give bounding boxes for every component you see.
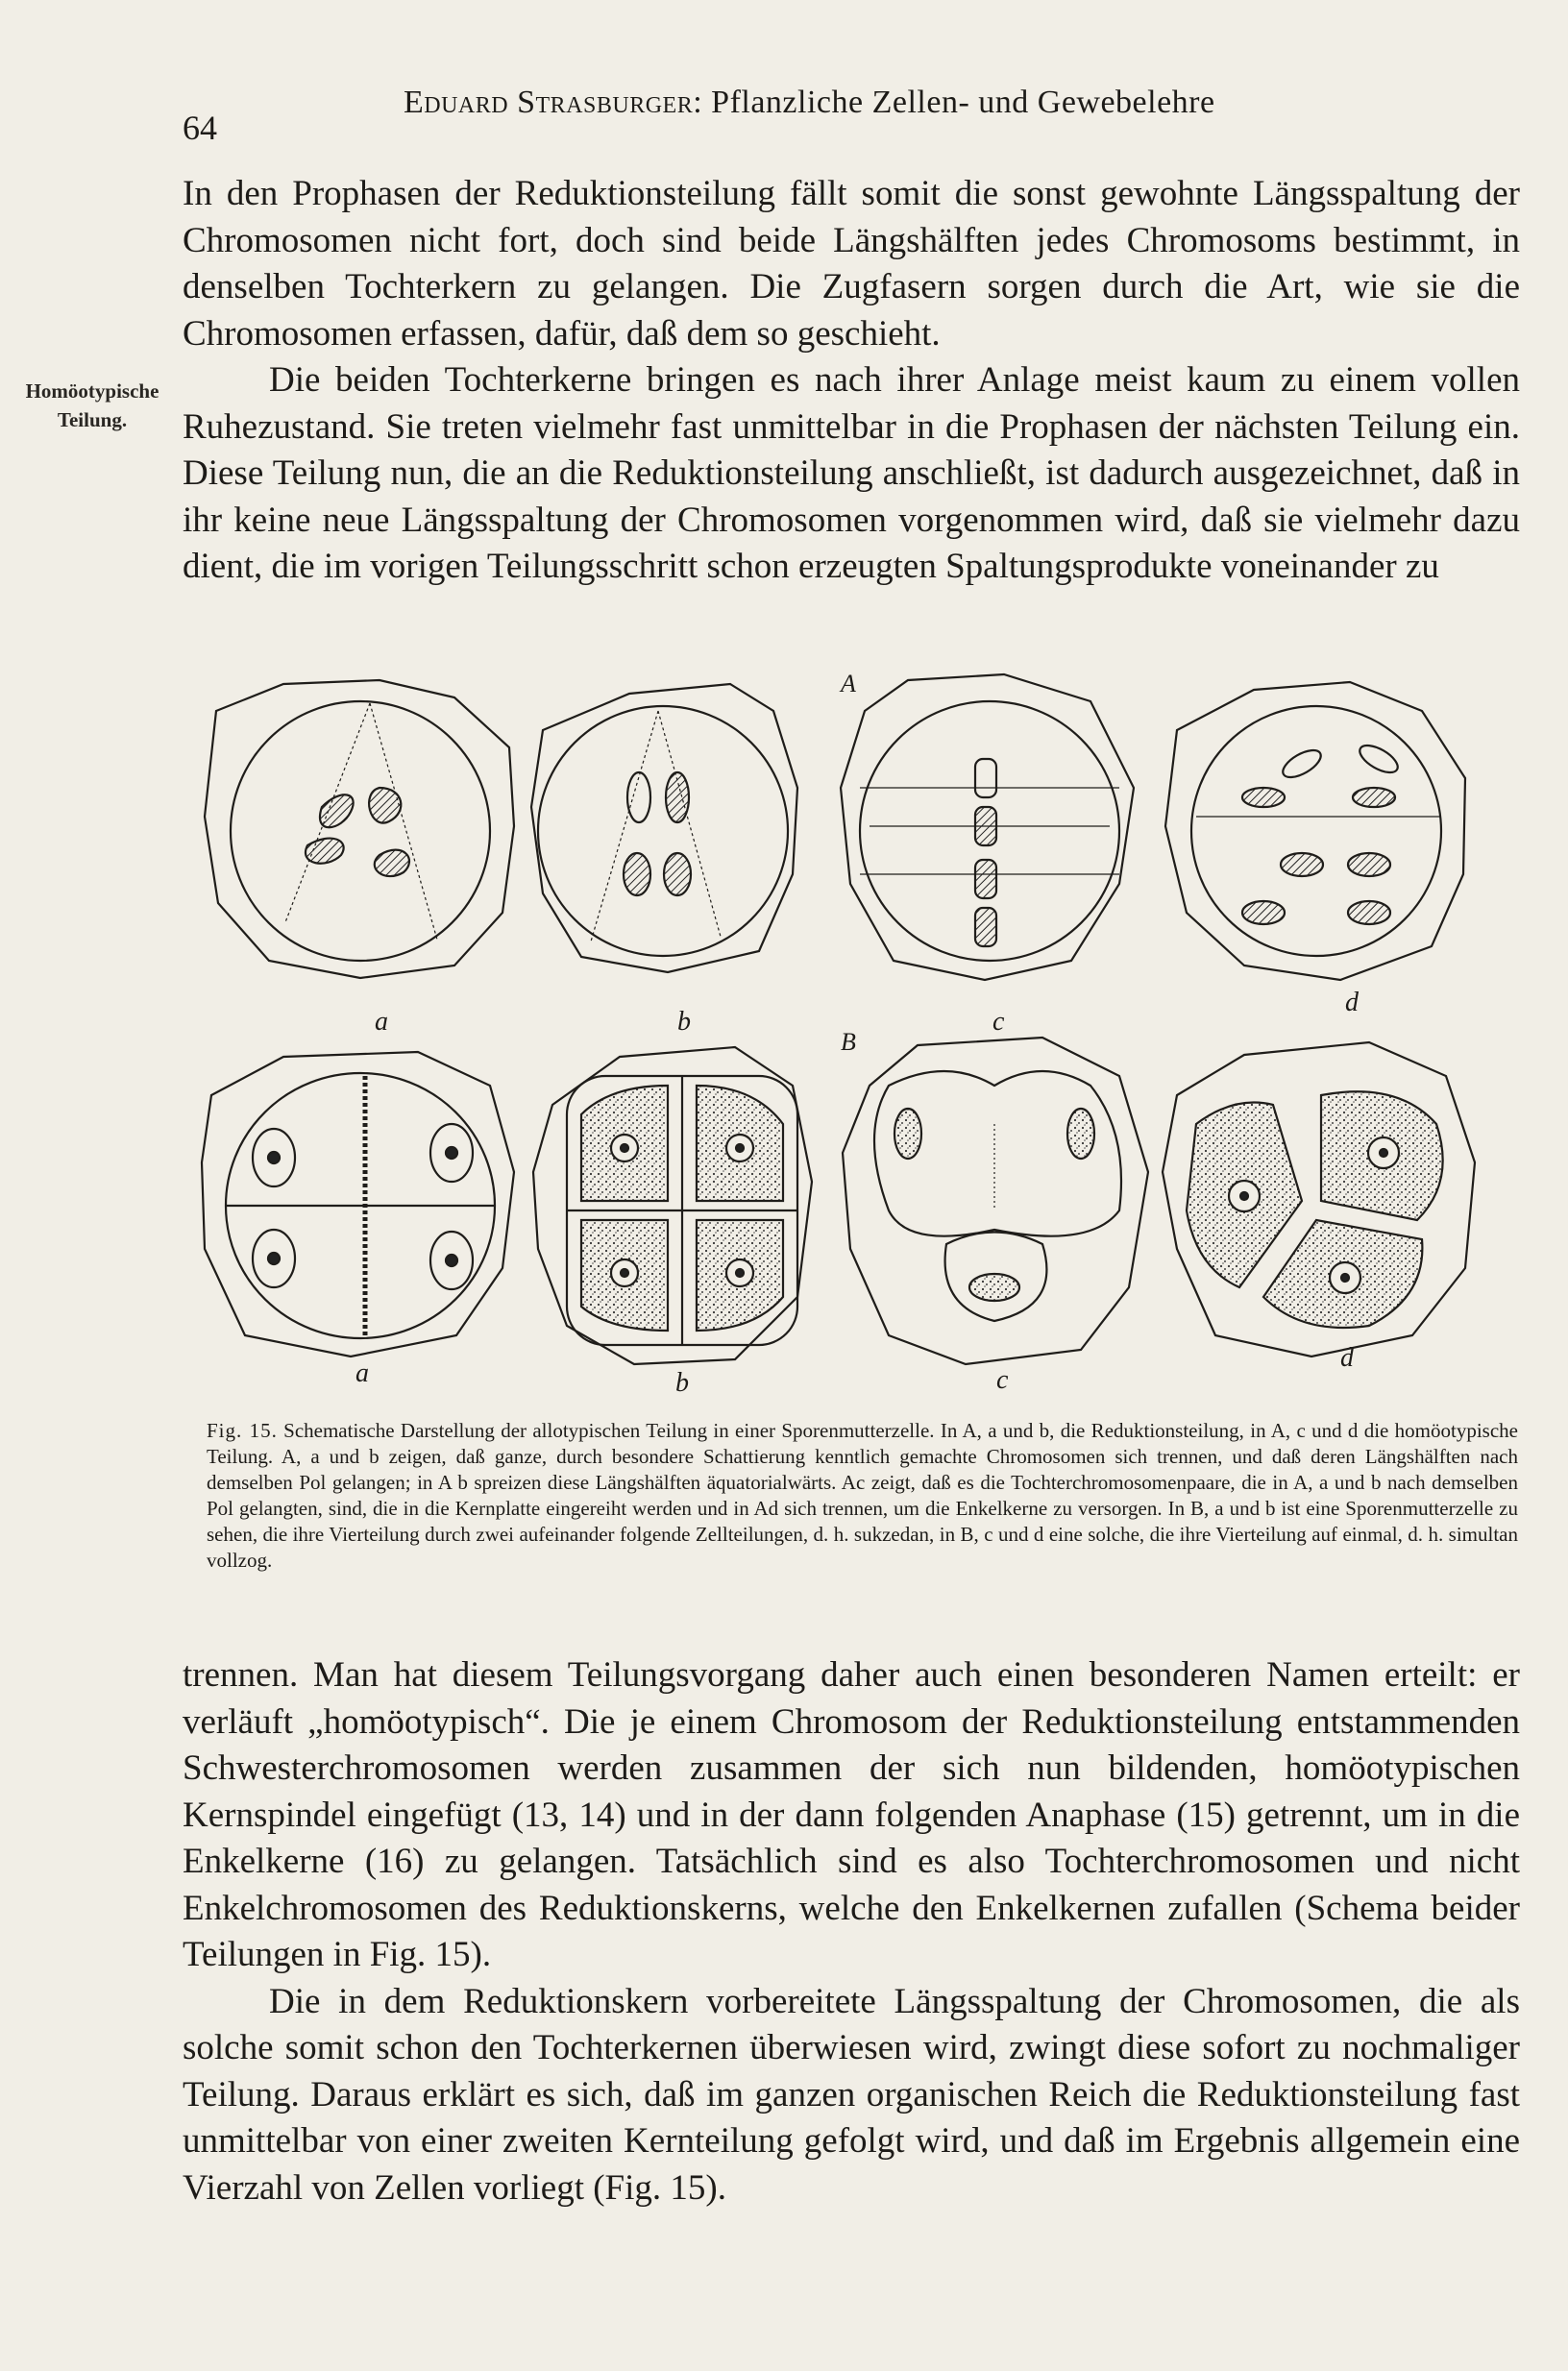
margin-note bbox=[6, 377, 179, 434]
cell-b-c bbox=[843, 1038, 1148, 1364]
figure-letter-b-a: a bbox=[355, 1358, 369, 1388]
figure-letter-a-d: d bbox=[1345, 988, 1359, 1017]
cell-b-a bbox=[202, 1052, 514, 1357]
running-head-title: : Pflanzliche Zellen- und Gewebelehre bbox=[693, 85, 1215, 120]
caption-prefix: Fig. 15. bbox=[207, 1419, 278, 1442]
figure-letter-b-b: b bbox=[675, 1368, 689, 1398]
cell-a-b bbox=[531, 684, 797, 972]
figure-letter-b-d: d bbox=[1340, 1343, 1354, 1373]
caption-text: Schematische Darstellung der allotypischen Teilung in einer Sporenmutterzelle. In A, a und b, die Reduktionsteilung, in A, c und d die homöotypische Teilung. A, a und b zeigen, daß ganze, durch besondere Schattierung kenntlich gemachte Chromosomen sich trennen, und daß deren Längshälften nach demselben Pol gelangen; in A b spreizen diese Längshälften äquatorialwärts. Ac zeigt, daß es die Tochterchromosomenpaare, die in A, a und b nach demselben Pol gelangten, sind, die in die Kernplatte eingereiht werden und in Ad sich trennen, um die Enkelkerne zu versorgen. In B, a und b ist eine Sporenmutterzelle zu sehen, die ihre Vierteilung durch zwei aufeinander folgende Zellteilungen, d. h. sukzedan, in B, c und d eine solche, die ihre Vierteilung auf einmal, d. h. simultan vollzog. bbox=[207, 1419, 1518, 1572]
page-number: 64 bbox=[183, 109, 217, 147]
cell-a-a bbox=[205, 680, 514, 978]
figure-letter-b-c: c bbox=[996, 1365, 1009, 1395]
cell-a-c bbox=[841, 674, 1134, 980]
cell-b-d bbox=[1163, 1042, 1475, 1357]
paragraph: Die beiden Tochterkerne bringen es nach ihrer Anlage meist kaum zu einem vollen Ruhezustand. Sie treten vielmehr fast unmittelbar in die Prophasen der nächsten Teilung ein. Diese Teilung nun, die an die Reduktionsteilung anschließt, ist dadurch ausgezeichnet, daß in ihr keine neue Längsspaltung der Chromosomen vorgenommen wird, daß sie vielmehr dazu dient, die im vorigen Teilungsschritt schon erzeugten Spaltungsprodukte voneinander zu bbox=[183, 360, 1520, 586]
figure-row-label-a: A bbox=[841, 672, 856, 697]
running-head-author: Eduard Strasburger bbox=[404, 85, 694, 120]
running-head bbox=[404, 85, 1215, 121]
body-text-top bbox=[183, 171, 1520, 591]
paragraph: In den Prophasen der Reduktionsteilung fällt somit die sonst gewohnte Längsspaltung der Chromosomen nicht fort, doch sind beide Längshälften jedes Chromosoms bestimmt, in denselben Tochterkern zu gelangen. Die Zugfasern sorgen durch die Art, wie sie die Chromosomen erfassen, dafür, daß dem so geschieht. bbox=[183, 174, 1520, 354]
page-header bbox=[183, 79, 1501, 147]
figure-letter-a-c: c bbox=[992, 1007, 1005, 1037]
figure-letter-a-b: b bbox=[677, 1007, 691, 1037]
body-text-bottom bbox=[183, 1652, 1520, 2212]
margin-note-line-1: Homöotypische bbox=[25, 379, 159, 403]
figure-letter-a-a: a bbox=[375, 1007, 388, 1037]
figure-row-label-b: B bbox=[841, 1028, 856, 1056]
figure-15 bbox=[197, 672, 1523, 1403]
paragraph: Die in dem Reduktionskern vorbereitete Längsspaltung der Chromosomen, die als solche somit schon den Tochterkernen überwiesen wird, zwingt diese sofort zu nochmaliger Teilung. Daraus erklärt es sich, daß im ganzen organischen Reich die Reduktionsteilung fast unmittelbar von einer zweiten Kernteilung gefolgt wird, und daß im Ergebnis allgemein eine Vierzahl von Zellen vorliegt (Fig. 15). bbox=[183, 1981, 1520, 2208]
paragraph: trennen. Man hat diesem Teilungsvorgang daher auch einen besonderen Namen erteilt: er verläuft „homöotypisch“. Die je einem Chromosom der Reduktionsteilung entstammenden Schwesterchromosomen werden zusammen der sich nun bildenden, homöotypischen Kernspindel eingefügt (13, 14) und in der dann folgenden Anaphase (15) getrennt, um in die Enkelkerne (16) zu gelangen. Tatsächlich sind es also Tochterchromosomen und nicht Enkelchromosomen des Reduktionskerns, welche den Enkelkernen zufallen (Schema beider Teilungen in Fig. 15). bbox=[183, 1655, 1520, 1974]
figure-caption bbox=[207, 1418, 1518, 1574]
margin-note-line-2: Teilung. bbox=[57, 408, 128, 431]
cell-a-d bbox=[1165, 682, 1465, 980]
cell-b-b bbox=[533, 1047, 812, 1364]
figure-15-drawing bbox=[197, 672, 1523, 1403]
